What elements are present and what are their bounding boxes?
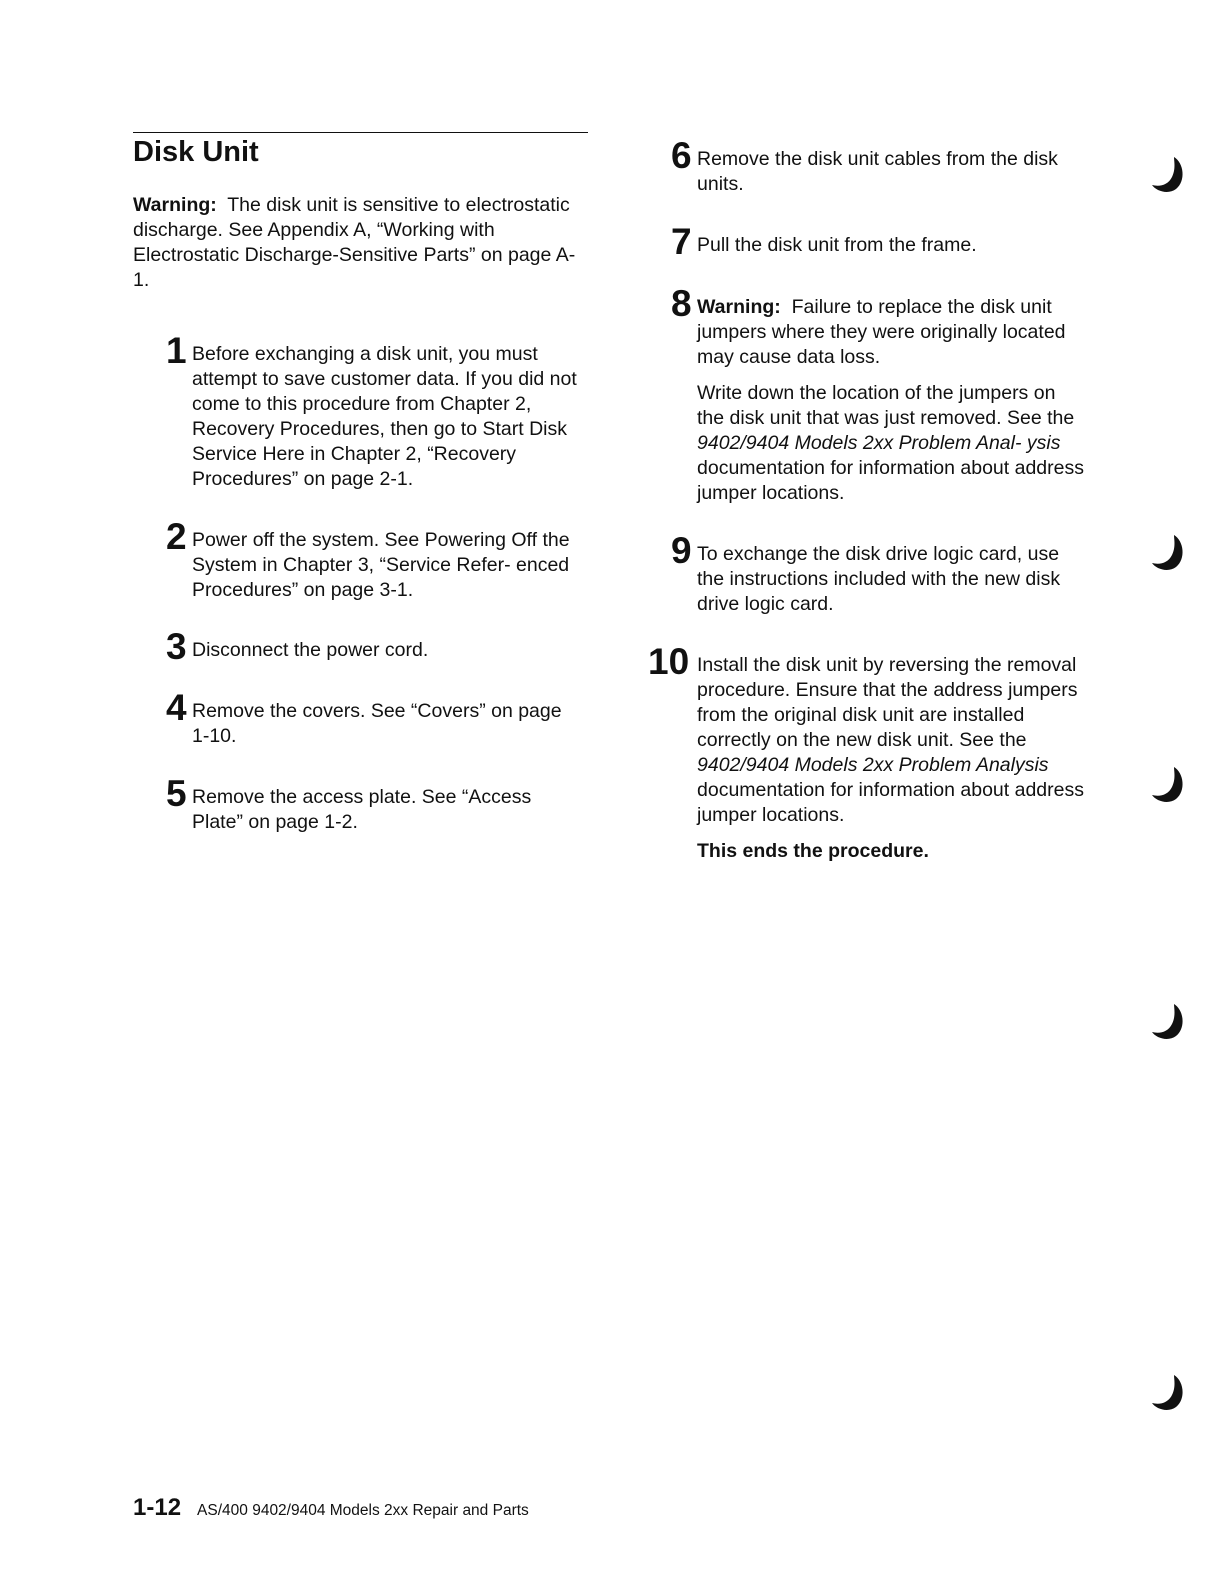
section-rule xyxy=(133,132,588,133)
binder-hole-mark xyxy=(1150,1373,1186,1413)
step-number: 1 xyxy=(166,330,187,371)
step-text: Pull the disk unit from the frame. xyxy=(697,234,977,256)
step-number: 4 xyxy=(166,687,187,728)
document-title: AS/400 9402/9404 Models 2xx Repair and Parts xyxy=(197,1502,529,1519)
step-5 xyxy=(166,775,576,846)
step-text: Write down the location of the jumpers on the disk unit that was just removed. See the 9402/9404 Models 2xx Problem Anal- ysis documentation for information about address jumper locations. xyxy=(697,382,1084,504)
doc-reference: 9402/9404 Models 2xx Problem Analysis xyxy=(697,754,1049,776)
step-number: 6 xyxy=(671,135,692,176)
step-number: 5 xyxy=(166,773,187,814)
step-8 xyxy=(671,285,1087,517)
step-text: Install the disk unit by reversing the removal procedure. Ensure that the address jumpers from the original disk unit are installed correctly on the new disk unit. See the 9402/9404 Models 2xx Problem Analysis documentation for information about address jumper locations. xyxy=(697,654,1084,826)
page-footer xyxy=(133,1494,529,1522)
step-number: 3 xyxy=(166,626,187,667)
step-2 xyxy=(166,518,576,614)
doc-reference: 9402/9404 Models 2xx Problem Anal- ysis xyxy=(697,432,1061,454)
step-1 xyxy=(166,332,590,503)
step-7 xyxy=(671,223,1091,269)
step-9 xyxy=(671,532,1089,628)
warning-label: Warning: xyxy=(697,296,781,318)
step-text: Power off the system. See Powering Off the System in Chapter 3, “Service Refer- enced Procedures” on page 3-1. xyxy=(192,529,570,601)
step-number: 7 xyxy=(671,221,692,262)
warning-text: The disk unit is sensitive to electrostatic discharge. See Appendix A, “Working with Electrostatic Discharge-Sensitive Parts” on page A-1. xyxy=(133,194,576,291)
step-number: 10 xyxy=(648,641,690,682)
binder-hole-mark xyxy=(1150,155,1186,195)
warning-label: Warning: xyxy=(133,194,217,216)
binder-hole-mark xyxy=(1150,765,1186,805)
page-title: Disk Unit xyxy=(133,136,259,168)
step-text: To exchange the disk drive logic card, use the instructions included with the new disk drive logic card. xyxy=(697,543,1061,615)
step-text: Disconnect the power cord. xyxy=(192,639,429,661)
step-warning xyxy=(697,295,1087,370)
step-text: Remove the covers. See “Covers” on page 1-10. xyxy=(192,700,562,747)
binder-hole-mark xyxy=(1150,1002,1186,1042)
step-4 xyxy=(166,689,566,760)
step-6 xyxy=(671,137,1091,208)
procedure-end-note: This ends the procedure. xyxy=(697,840,929,862)
step-text: Remove the disk unit cables from the disk units. xyxy=(697,148,1058,195)
step-number: 2 xyxy=(166,516,187,557)
step-number: 9 xyxy=(671,530,692,571)
binder-hole-mark xyxy=(1150,533,1186,573)
esd-warning xyxy=(133,193,583,293)
step-text: Before exchanging a disk unit, you must attempt to save customer data. If you did not come to this procedure from Chapter 2, Recovery Procedures, then go to Start Disk Service Here in Chapter 2, “Recovery Procedures” on page 2-1. xyxy=(192,343,577,490)
warning-text: Failure to replace the disk unit jumpers where they were originally located may cause data loss. xyxy=(697,296,1066,368)
step-10 xyxy=(648,643,1089,875)
step-number: 8 xyxy=(671,283,692,324)
step-3 xyxy=(166,628,576,674)
step-text: Remove the access plate. See “Access Plate” on page 1-2. xyxy=(192,786,532,833)
page-number: 1-12 xyxy=(133,1494,182,1521)
